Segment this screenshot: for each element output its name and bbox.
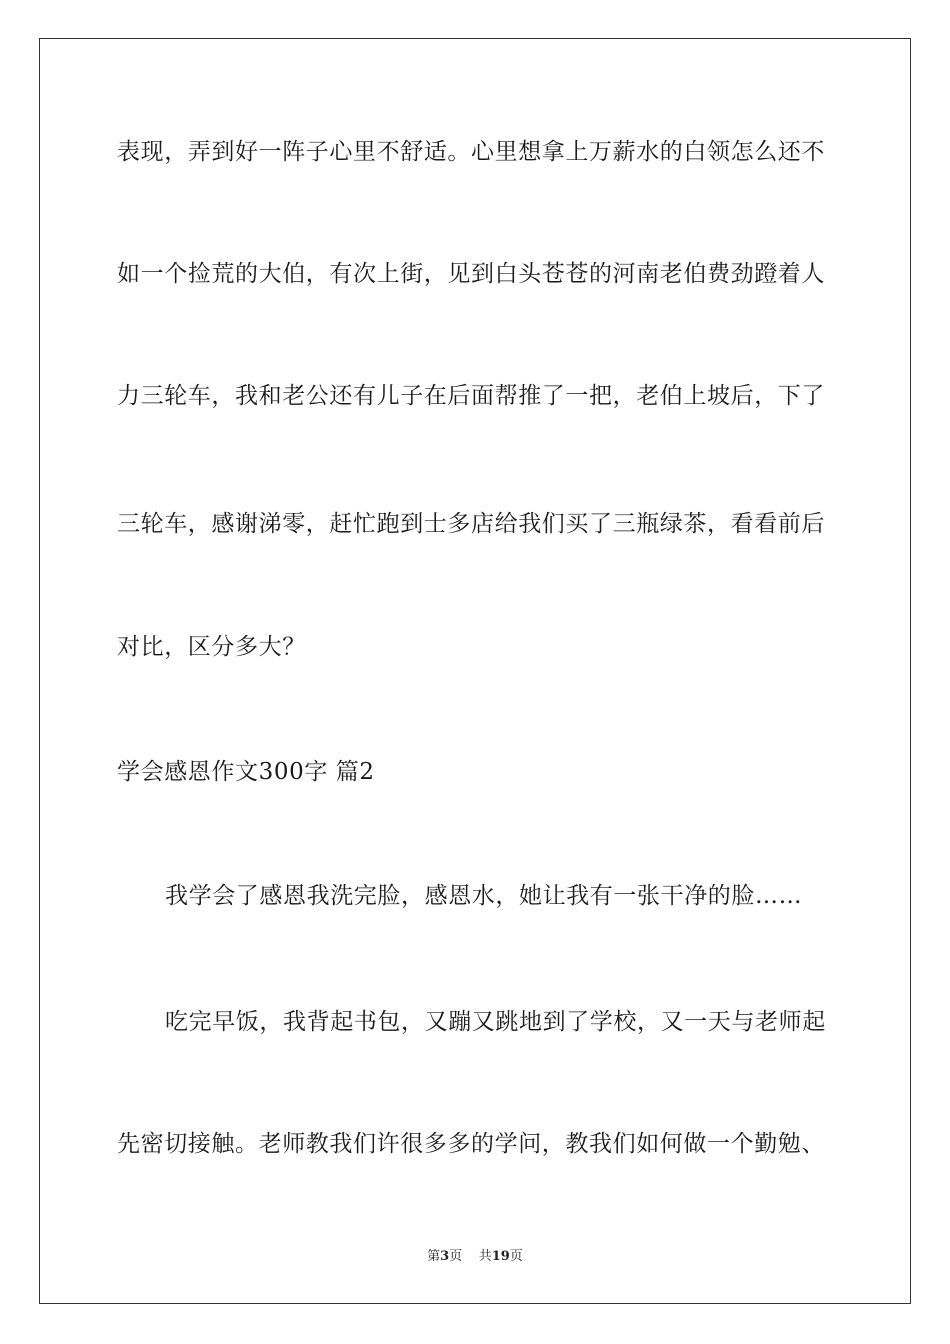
total-suffix: 页 <box>509 1249 523 1264</box>
page-number: 3 <box>440 1249 450 1264</box>
body-text-line-2: 如一个捡荒的大伯，有次上街，见到白头苍苍的河南老伯费劲蹬着人 <box>117 261 825 287</box>
page-prefix: 第 <box>427 1249 441 1264</box>
section-heading: 学会感恩作文300字 篇2 <box>117 759 375 785</box>
page-footer <box>0 1249 950 1265</box>
total-prefix: 共 <box>478 1249 492 1264</box>
body-text-line-1: 表现，弄到好一阵子心里不舒适。心里想拿上万薪水的白领怎么还不 <box>117 139 825 165</box>
page-suffix: 页 <box>449 1249 463 1264</box>
page-border <box>39 38 911 1304</box>
body-text-line-3: 力三轮车，我和老公还有儿子在后面帮推了一把，老伯上坡后，下了 <box>117 383 825 409</box>
body-text-line-5: 对比，区分多大？ <box>117 634 306 660</box>
total-pages: 19 <box>491 1249 510 1264</box>
paragraph-line-3: 先密切接触。老师教我们许很多多的学问，教我们如何做一个勤勉、 <box>117 1131 825 1157</box>
paragraph-line-1: 我学会了感恩我洗完脸，感恩水，她让我有一张干净的脸…… <box>165 883 803 909</box>
body-text-line-4: 三轮车，感谢涕零，赶忙跑到士多店给我们买了三瓶绿茶，看看前后 <box>117 511 825 537</box>
paragraph-line-2: 吃完早饭，我背起书包，又蹦又跳地到了学校，又一天与老师起 <box>165 1009 826 1035</box>
